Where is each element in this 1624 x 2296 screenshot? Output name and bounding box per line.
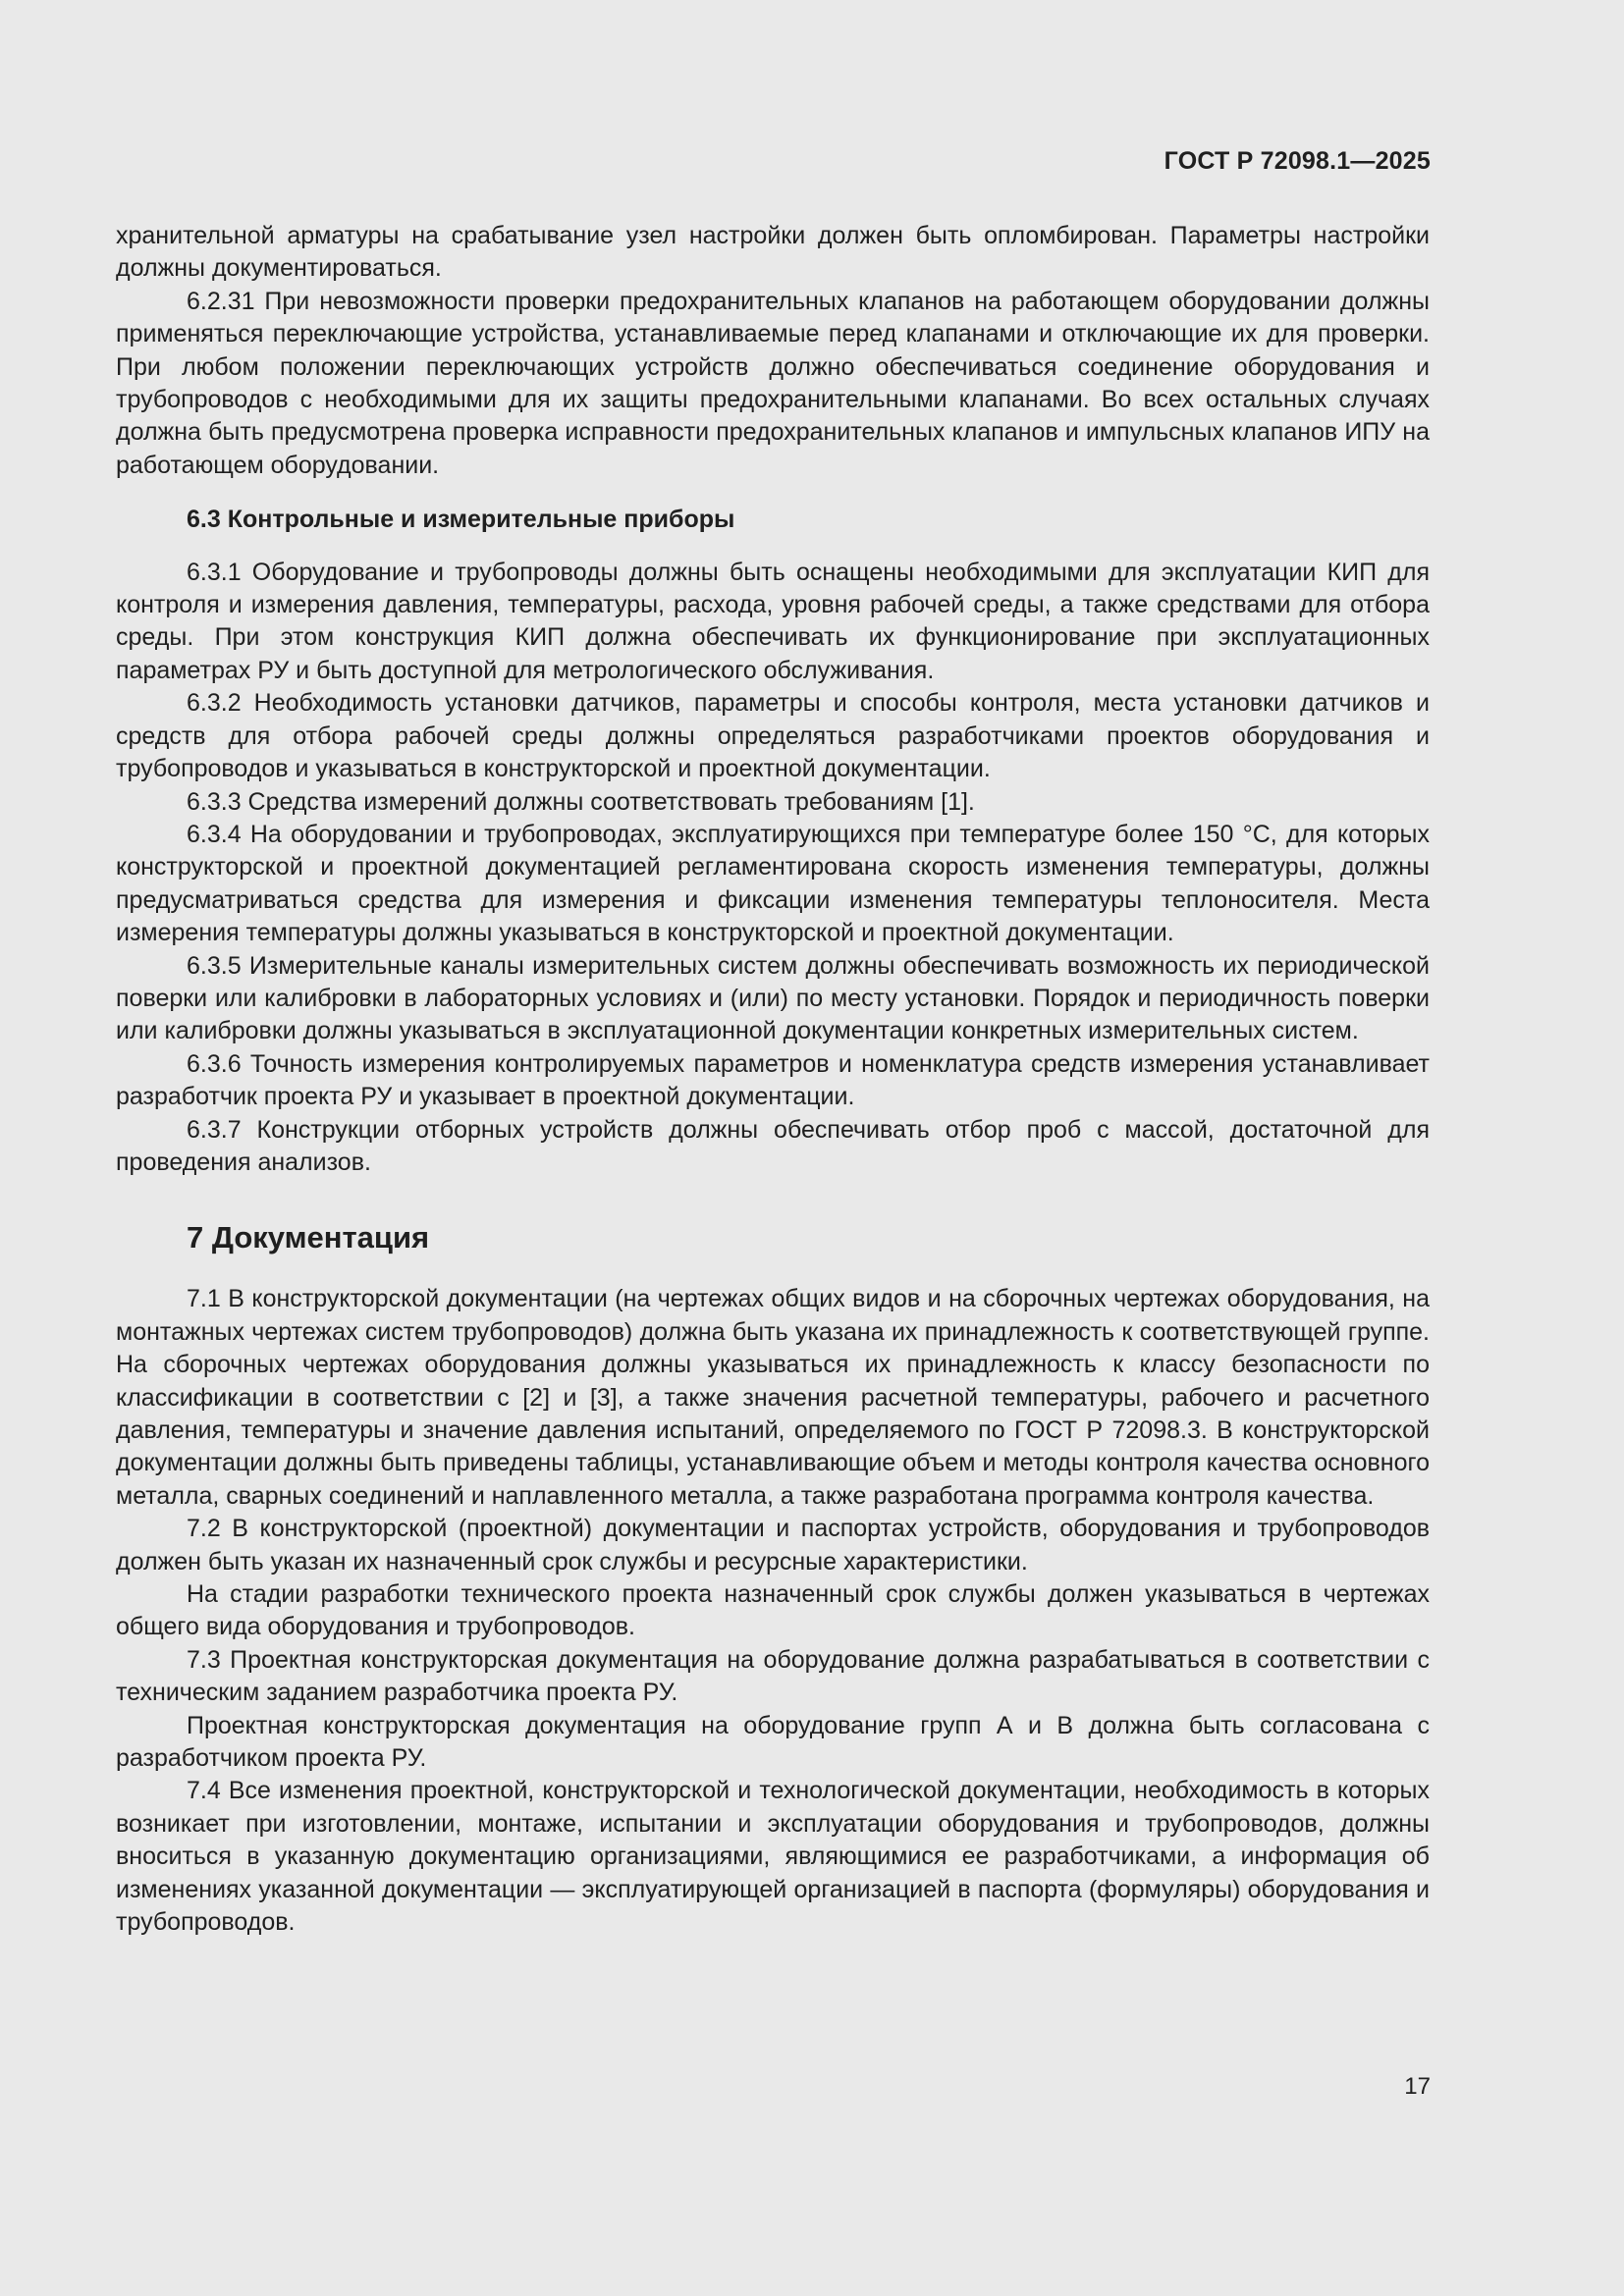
clause-6-2-31: 6.2.31 При невозможности проверки предохранительных клапанов на работающем оборудовании должны применяться переключающие устройства, устанавливаемые перед клапанами и отключающие их для проверки. При любом положении переключающих устройств должно обеспечиваться соединение оборудования и трубопроводов с необходимыми для их защиты предохранительными клапанами. Во всех остальных случаях должна быть предусмотрена проверка исправности предохранительных клапанов и импульсных клапанов ИПУ на работающем оборудовании. xyxy=(116,287,1430,479)
section-heading-7: 7 Документация xyxy=(187,1220,430,1255)
clause-6-3-4: 6.3.4 На оборудовании и трубопроводах, эксплуатирующихся при температуре более 150 °С, для которых конструкторской и проектной документацией регламентирована скорость изменения температуры, должны предусматриваться средства для измерения и фиксации изменения температуры теплоносителя. Места измерения температуры должны указываться в конструкторской и проектной документации. xyxy=(116,820,1430,947)
paragraph-continuation: хранительной арматуры на срабатывание узел настройки должен быть опломбирован. Параметры настройки должны документироваться. xyxy=(116,222,1430,283)
clause-6-3-2: 6.3.2 Необходимость установки датчиков, параметры и способы контроля, места установки датчиков и средств для отбора рабочей среды должны определяться разработчиками проектов оборудования и трубопроводов и указываться в конструкторской и проектной документации. xyxy=(116,689,1430,783)
clause-7-3-paragraph-2: Проектная конструкторская документация на оборудование групп А и В должна быть согласована с разработчиком проекта РУ. xyxy=(116,1711,1430,1773)
clause-7-1: 7.1 В конструкторской документации (на чертежах общих видов и на сборочных чертежах оборудования, на монтажных чертежах систем трубопроводов) должна быть указана их принадлежность к соответствующей группе. На сборочных чертежах оборудования должны указываться их принадлежность к классу безопасности по классификации в соответствии с [2] и [3], а также значения расчетной температуры, рабочего и расчетного давления, температуры и значение давления испытаний, определяемого по ГОСТ Р 72098.3. В конструкторской документации должны быть приведены таблицы, устанавливающие объем и методы контроля качества основного металла, сварных соединений и наплавленного металла, а также разработана программа контроля качества. xyxy=(116,1285,1430,1510)
subsection-heading-6-3: 6.3 Контрольные и измерительные приборы xyxy=(187,506,735,534)
clause-7-2: 7.2 В конструкторской (проектной) документации и паспортах устройств, оборудования и трубопроводов должен быть указан их назначенный срок службы и ресурсные характеристики. xyxy=(116,1515,1430,1575)
page-number: 17 xyxy=(1404,2073,1431,2100)
clause-6-3-1: 6.3.1 Оборудование и трубопроводы должны быть оснащены необходимыми для эксплуатации КИП для контроля и измерения давления, температуры, расхода, уровня рабочей среды, а также средствами для отбора среды. При этом конструкция КИП должна обеспечивать их функционирование при эксплуатационных параметрах РУ и быть доступной для метрологического обслуживания. xyxy=(116,558,1430,684)
clause-6-3-3: 6.3.3 Средства измерений должны соответствовать требованиям [1]. xyxy=(187,787,975,816)
document-code: ГОСТ Р 72098.1—2025 xyxy=(1164,147,1431,175)
clause-7-3: 7.3 Проектная конструкторская документация на оборудование должна разрабатываться в соответствии с техническим заданием разработчика проекта РУ. xyxy=(116,1645,1430,1707)
clause-7-2-paragraph-2: На стадии разработки технического проекта назначенный срок службы должен указываться в чертежах общего вида оборудования и трубопроводов. xyxy=(116,1580,1430,1641)
document-body xyxy=(116,220,1430,1940)
clause-6-3-6: 6.3.6 Точность измерения контролируемых параметров и номенклатура средств измерения устанавливает разработчик проекта РУ и указывает в проектной документации. xyxy=(116,1049,1430,1111)
clause-7-4: 7.4 Все изменения проектной, конструкторской и технологической документации, необходимость в которых возникает при изготовлении, монтаже, испытании и эксплуатации оборудования и трубопроводов, должны вноситься в указанную документацию организациями, являющимися ее разработчиками, а информация об изменениях указанной документации — эксплуатирующей организацией в паспорта (формуляры) оборудования и трубопроводов. xyxy=(116,1777,1430,1937)
clause-6-3-7: 6.3.7 Конструкции отборных устройств должны обеспечивать отбор проб с массой, достаточной для проведения анализов. xyxy=(116,1115,1430,1176)
clause-6-3-5: 6.3.5 Измерительные каналы измерительных систем должны обеспечивать возможность их периодической поверки или калибровки в лабораторных условиях и (или) по месту установки. Порядок и периодичность поверки или калибровки должны указываться в эксплуатационной документации конкретных измерительных систем. xyxy=(116,951,1430,1045)
